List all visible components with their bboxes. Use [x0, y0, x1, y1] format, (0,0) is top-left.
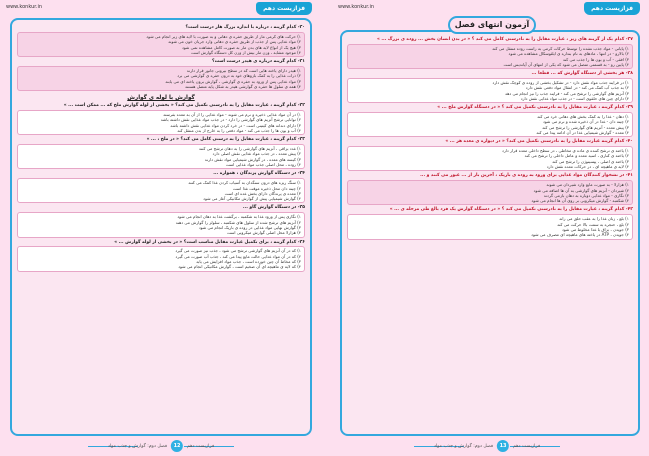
- question-stem: ۳۵- در دستگاه گوارش گاو ...: [242, 205, 305, 211]
- site-url[interactable]: www.konkur.in: [6, 4, 42, 10]
- left-frame: [10, 18, 312, 436]
- right-footer: [328, 440, 646, 452]
- question-stem: ۳۰- کدام گزینه ، درباره با اندازه بزرگ هار درست است؟: [185, 25, 305, 30]
- footer-pill: [102, 440, 220, 452]
- right-frame: [340, 30, 640, 436]
- answer-option[interactable]: ۲) به جذب آب کمک می کند - در انتقال مواد دفعی نقش دارد: [525, 85, 629, 91]
- question-stem: ۳۳- کدام گزینه ، عبارت مقابل را به درستی کامل می کند؟ « در ملخ ، ... »: [146, 137, 305, 143]
- left-topbar: [2, 2, 320, 16]
- answer-option[interactable]: ۴) پایین رو - به قسمتی متصل می شود که یکی از انتهای آن آپاندیس است: [503, 61, 629, 67]
- answer-option[interactable]: ۴) لایه ی ماهیچه ای ، در حرکات معده نقش دارد: [546, 164, 629, 170]
- question-stem: ۳۶- کدام گزینه ، برای تکمیل عبارت مقابل مناسب است؟ « در بخشی از لوله گوارش ... »: [114, 239, 305, 245]
- answer-option[interactable]: ۱) هیدر دارای یاخته هایی است که در سطح بیرونی جانور قرار دارند: [186, 68, 301, 73]
- answer-option[interactable]: ۱) که در آن آنزیم های گوارشی ترشح می شود ، جذب نیز صورت می گیرد: [175, 248, 301, 254]
- answer-option[interactable]: ۳) افقی - آب و یون ها را جذب می کند: [562, 56, 629, 62]
- answer-option[interactable]: ۳) هیچ یک از انواع لایه های بدن مار به صورت کامل مشاهده نمی شود: [181, 44, 301, 50]
- footer-subtitle: فصل دوم: گوارش و جذب مواد: [107, 443, 168, 449]
- answer-option[interactable]: ۴) معده - گوارش شیمیایی غذا در آن ادامه پیدا می کند: [536, 129, 629, 135]
- options-box: [17, 212, 305, 237]
- answer-option[interactable]: ۳) که مخاط آن چین خورده است ، جذب مواد افزایش می یابد: [196, 259, 301, 265]
- grade-tab: فزازیست دهم: [256, 2, 312, 15]
- grade-tab: فزازیست دهم: [584, 2, 640, 15]
- answer-option[interactable]: ۲) آنزیم های ترشح شده از سلول های شکمبه ، سلولز را گوارش می دهند: [175, 219, 301, 225]
- question-stem: ۳۲- کدام گزینه ، عبارت مقابل را به نادرستی تکمیل می کند؟ « بخشی از لوله گوارش ملخ که ... ممکن است ... »: [63, 103, 305, 109]
- answer-option[interactable]: ۲) چینه دان - غذا در آن ذخیره شده و نرم می شود: [542, 119, 629, 125]
- answer-option[interactable]: ۲) توانایی ترشح آنزیم های گوارشی را دارد - در جذب مواد غذایی نقش داشته باشد: [160, 117, 301, 123]
- answer-option[interactable]: ۴) گوارش شیمیایی پیش از گوارش مکانیکی آغاز می شود: [203, 196, 301, 202]
- answer-option[interactable]: ۲) پیش معده ، در جذب مواد غذایی نقش اصلی دارد: [212, 151, 301, 157]
- answer-option[interactable]: ۱) سنگ ریزه های درون سنگدان به آسیاب کردن غذا کمک می کنند: [188, 180, 301, 186]
- answer-option[interactable]: ۲) چینه دان محل ذخیره موقت غذا است: [232, 185, 301, 191]
- answer-option[interactable]: ۳) جویدن ، بزاق با غذا مخلوط می شود: [561, 226, 629, 232]
- right-content: [347, 35, 633, 431]
- options-box: [17, 110, 305, 135]
- answer-option[interactable]: ۴) جویدن ، ATP در یاخته های ماهیچه ای مصرف می شود: [531, 232, 629, 238]
- answer-option[interactable]: ۳) نگاری - مواد غذایی دوباره به دهان بازمی گردند: [543, 192, 629, 198]
- answer-option[interactable]: ۱) در فرایند جذب مواد نقش دارد - در تشکیل بخشی از روده ی کوچک نقش دارد: [492, 80, 629, 85]
- answer-option[interactable]: ۳) یاخته ی اصلی ، پپسینوژن را ترشح می کند: [552, 158, 629, 164]
- footer-pill: [428, 440, 546, 452]
- options-box: [347, 78, 633, 103]
- options-box: [17, 66, 305, 91]
- answer-option[interactable]: ۳) پیش معده - آنزیم های گوارشی را ترشح می کند: [542, 124, 629, 130]
- answer-option[interactable]: ۴) روده ، محل اصلی جذب مواد غذایی است: [225, 162, 301, 168]
- chapter-test-title: آزمون انتهای فصل: [448, 16, 536, 34]
- question-stem: ۴۱- در نشخوار کنندگان مواد غذایی برای ورود به روده ی باریک ، آخرین بار از ... عبور می کنند و ...: [420, 173, 633, 179]
- options-box: [347, 214, 633, 239]
- answer-option[interactable]: ۱) پایانی - مواد جذب نشده را توسط حرکات کرمی به راست روده منتقل می کند: [492, 45, 629, 51]
- question-stem: ۳۱- کدام گزینه درباره ی هیدر درست است؟: [212, 59, 305, 65]
- answer-option[interactable]: ۴) همه ی سلول ها حفره ی گوارشی هیدر به شکل پایه متصل هستند: [184, 83, 301, 89]
- answer-option[interactable]: ۱) حرکت های کرمی مار از طریق حفره ی دهانی و به صورت با لایه های زیر انجام می شود: [146, 33, 301, 39]
- footer-book: فزازیست دهم: [187, 443, 215, 449]
- answer-option[interactable]: ۲) بالارو - در انتها ، مادهای به نام بنداره ی ایلئوسکال مشاهده می شود: [508, 51, 629, 57]
- answer-option[interactable]: ۳) مواد غذایی پس از ورود به حفره ی گوارشی ، گوارش برون یاخته ای می یابند: [165, 78, 301, 84]
- answer-option[interactable]: ۴) هزارلا محل اصلی گوارش میکروبی است: [226, 230, 301, 236]
- options-box: [347, 180, 633, 205]
- answer-option[interactable]: ۱) یاخته ی ترشح کننده ی ماده ی مخاطی ، در سطح داخلی معده قرار دارد: [502, 148, 629, 154]
- answer-option[interactable]: ۲) که در آن مواد غذایی حالت مایع پیدا می کند ، جذب آب صورت می گیرد: [175, 253, 301, 259]
- question-stem: ۳۴- در دستگاه گوارش پرندگان ، همواره ...: [213, 171, 305, 177]
- page-number: 12: [171, 440, 183, 452]
- options-box: [347, 44, 633, 69]
- left-content: [17, 23, 305, 431]
- question-stem: ۳۷- کدام یک از گزینه های زیر ، عبارت مقابل را به نادرستی کامل می کند ؟ « در بدن انسان بخش ... روده ی بزرگ ... »: [377, 37, 633, 42]
- answer-option[interactable]: ۳) کیسه های معده ، در گوارش شیمیایی مواد نقش دارند: [204, 156, 301, 162]
- options-box: [17, 178, 305, 203]
- options-box: [17, 32, 305, 57]
- answer-option[interactable]: ۳) گوارش نهایی مواد غذایی در روده ی باریک انجام می شود: [198, 224, 301, 230]
- options-box: [17, 246, 305, 271]
- footer-book: فزازیست دهم: [513, 443, 541, 449]
- answer-option[interactable]: ۴) که لایه ی ماهیچه ای آن ضخیم است ، گوارش مکانیکی انجام می شود: [178, 264, 301, 270]
- options-box: [347, 112, 633, 137]
- options-box: [17, 144, 305, 169]
- question-stem: ۴۰- کدام گزینه عبارت مقابل را به نادرستی تکمیل می کند؟ « در دیواره ی معده هر ... »: [445, 139, 633, 145]
- left-footer: [2, 440, 320, 452]
- answer-option[interactable]: ۱) در آن مواد غذایی ذخیره و نرم می شوند - مواد غذایی را از آن به معده بفرستد: [163, 112, 301, 118]
- site-url[interactable]: www.konkur.in: [338, 4, 374, 10]
- answer-option[interactable]: ۴) آب و یون ها را جذب می کند - مواد دفعی را به خارج از بدن منتقل کند: [177, 127, 301, 133]
- answer-option[interactable]: ۳) معده ی پرندگان دارای بخش غده ای است: [224, 190, 301, 196]
- answer-option[interactable]: ۱) هزارلا - به صورت مایع وارد شیردان می شوند: [546, 182, 629, 188]
- answer-option[interactable]: ۱) دهان - غذا را به کمک بخش های دهانی خرد می کند: [537, 114, 629, 120]
- options-box: [347, 146, 633, 171]
- answer-option[interactable]: ۱) غدد بزاقی ، آنزیم های گوارشی را به دهان ترشح می کنند: [198, 146, 301, 152]
- answer-option[interactable]: ۲) یاخته ی کناری ، اسید معده و عامل داخلی را ترشح می کند: [524, 153, 629, 159]
- section-heading: گوارش با لوله ی گوارش: [127, 95, 195, 102]
- question-stem: ۴۲- کدام گزینه ، عبارت مقابل را به نادرستی تکمیل می کند ؟ « در دستگاه گوارش یک فرد بالغ طی مرحله ی ... »: [389, 207, 633, 213]
- footer-subtitle: فصل دوم: گوارش و جذب مواد: [433, 443, 494, 449]
- left-page: [2, 2, 320, 454]
- right-page: [328, 2, 646, 454]
- answer-option[interactable]: ۲) بلع ، حنجره به سمت بالا حرکت می کند: [557, 221, 629, 227]
- answer-option[interactable]: ۳) دارای دندانه های کیتینی است - در خرد کردن مواد غذایی نقش داشته باشد: [170, 122, 301, 128]
- page-number: 13: [497, 440, 509, 452]
- answer-option[interactable]: ۱) بلع ، زبان غذا را به عقب حلق می راند: [559, 216, 629, 222]
- answer-option[interactable]: ۲) مواد غذایی پس از جذب از طریق حفره ی دهانی وارد جریان خون می شوند: [168, 39, 301, 45]
- answer-option[interactable]: ۲) شیردان - آنزیم های گوارشی به آن ها اضافه می شود: [533, 187, 629, 193]
- right-topbar: [328, 2, 646, 16]
- answer-option[interactable]: ۴) شکمبه - گوارش میکروبی بر روی آن ها انجام می شود: [531, 198, 629, 204]
- answer-option[interactable]: ۴) دارای چین های حلقوی است - در جذب مواد غذایی نقش دارد: [520, 95, 629, 101]
- answer-option[interactable]: ۱) نگاری پس از ورود غذا به شکمبه ، برگشت غذا به دهان انجام می شود: [177, 214, 301, 220]
- answer-option[interactable]: ۲) ذرات غذایی را به کمک بازوهای خود به درون حفره ی گوارشی می برد: [177, 73, 301, 79]
- answer-option[interactable]: ۴) موجود مشابه ، وزن مار بیش از وزن کل دستگاه گوارش است: [191, 49, 301, 55]
- question-stem: ۳۹- کدام گزینه ، عبارت مقابل را به نادرستی تکمیل می کند ؟ « در دستگاه گوارش ملخ ... »: [437, 105, 633, 111]
- question-stem: ۳۸- هر بخشی از دستگاه گوارش که ... قطعا ...: [531, 71, 633, 77]
- answer-option[interactable]: ۳) آنزیم های گوارشی را ترشح می کند - فرایند جذب را نیز انجام می دهد: [505, 90, 629, 96]
